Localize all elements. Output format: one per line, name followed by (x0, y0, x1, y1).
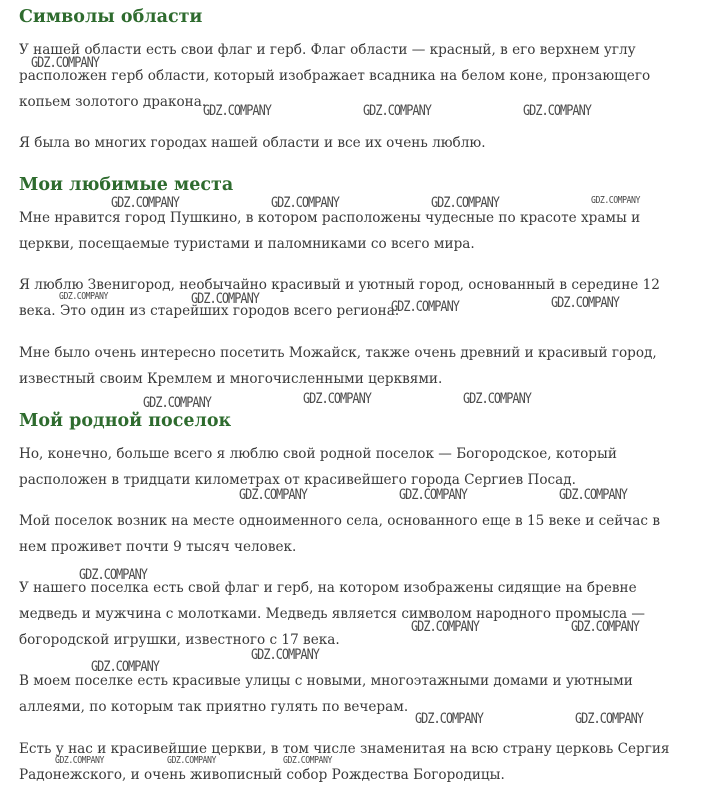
watermark: GDZ.COMPANY (463, 391, 531, 407)
paragraph-zvenigorod: Я люблю Звенигород, необычайно красивый и уютный город, основанный в середине 12 века. Это один из старейших городов всего региона. (19, 277, 660, 319)
watermark: GDZ.COMPANY (575, 711, 643, 727)
paragraph-mozhaysk: Мне было очень интересно посетить Можайск, также очень древний и красивый город, известный своим Кремлем и многочисленными церквями. (19, 345, 657, 387)
section-heading-region-symbols: Символы области (19, 7, 203, 27)
watermark: GDZ.COMPANY (111, 195, 179, 211)
section-heading-home-village: Мой родной поселок (19, 411, 232, 431)
watermark: GDZ.COMPANY (79, 567, 147, 583)
watermark: GDZ.COMPANY (415, 711, 483, 727)
watermark: GDZ.COMPANY (191, 291, 259, 307)
watermark: GDZ.COMPANY (167, 755, 216, 766)
paragraph-village-flag: У нашего поселка есть свой флаг и герб, на котором изображены сидящие на бревне медведь и мужчина с молотками. Медведь является символом народного промысла — богородской игрушки, известного с 17 века. (19, 580, 646, 648)
paragraph-flag-and-coat-of-arms: У нашей области есть свои флаг и герб. Флаг области — красный, в его верхнем углу расположен герб области, который изображает всадника на белом коне, пронзающего копьем золотого дракона. (19, 42, 651, 110)
watermark: GDZ.COMPANY (55, 755, 104, 766)
watermark: GDZ.COMPANY (431, 195, 499, 211)
paragraph-visited-cities: Я была во многих городах нашей области и все их очень люблю. (19, 135, 486, 151)
watermark: GDZ.COMPANY (399, 487, 467, 503)
watermark: GDZ.COMPANY (91, 659, 159, 675)
watermark: GDZ.COMPANY (591, 195, 640, 206)
watermark: GDZ.COMPANY (411, 619, 479, 635)
watermark: GDZ.COMPANY (59, 291, 108, 302)
watermark: GDZ.COMPANY (523, 103, 591, 119)
watermark: GDZ.COMPANY (391, 299, 459, 315)
watermark: GDZ.COMPANY (303, 391, 371, 407)
watermark: GDZ.COMPANY (143, 395, 211, 411)
watermark: GDZ.COMPANY (203, 103, 271, 119)
paragraph-village-churches: Есть у нас и красивейшие церкви, в том числе знаменитая на всю страну церковь Сергия Радонежского, и очень живописный собор Рождества Богородицы. (19, 741, 670, 783)
watermark: GDZ.COMPANY (239, 487, 307, 503)
watermark: GDZ.COMPANY (271, 195, 339, 211)
watermark: GDZ.COMPANY (251, 647, 319, 663)
watermark: GDZ.COMPANY (283, 755, 332, 766)
paragraph-bogorodskoe: Но, конечно, больше всего я люблю свой родной поселок — Богородское, который расположен в тридцати километрах от красивейшего города Сергиев Посад. (19, 446, 617, 488)
watermark: GDZ.COMPANY (571, 619, 639, 635)
paragraph-pushkino: Мне нравится город Пушкино, в котором расположены чудесные по красоте храмы и церкви, посещаемые туристами и паломниками со всего мира. (19, 210, 641, 252)
watermark: GDZ.COMPANY (31, 55, 99, 71)
watermark: GDZ.COMPANY (559, 487, 627, 503)
watermark: GDZ.COMPANY (551, 295, 619, 311)
section-heading-favorite-places: Мои любимые места (19, 175, 234, 195)
paragraph-village-history: Мой поселок возник на месте одноименного села, основанного еще в 15 веке и сейчас в нем проживет почти 9 тысяч человек. (19, 513, 660, 555)
watermark: GDZ.COMPANY (363, 103, 431, 119)
paragraph-village-streets: В моем поселке есть красивые улицы с новыми, многоэтажными домами и уютными аллеями, по которым так приятно гулять по вечерам. (19, 673, 633, 715)
